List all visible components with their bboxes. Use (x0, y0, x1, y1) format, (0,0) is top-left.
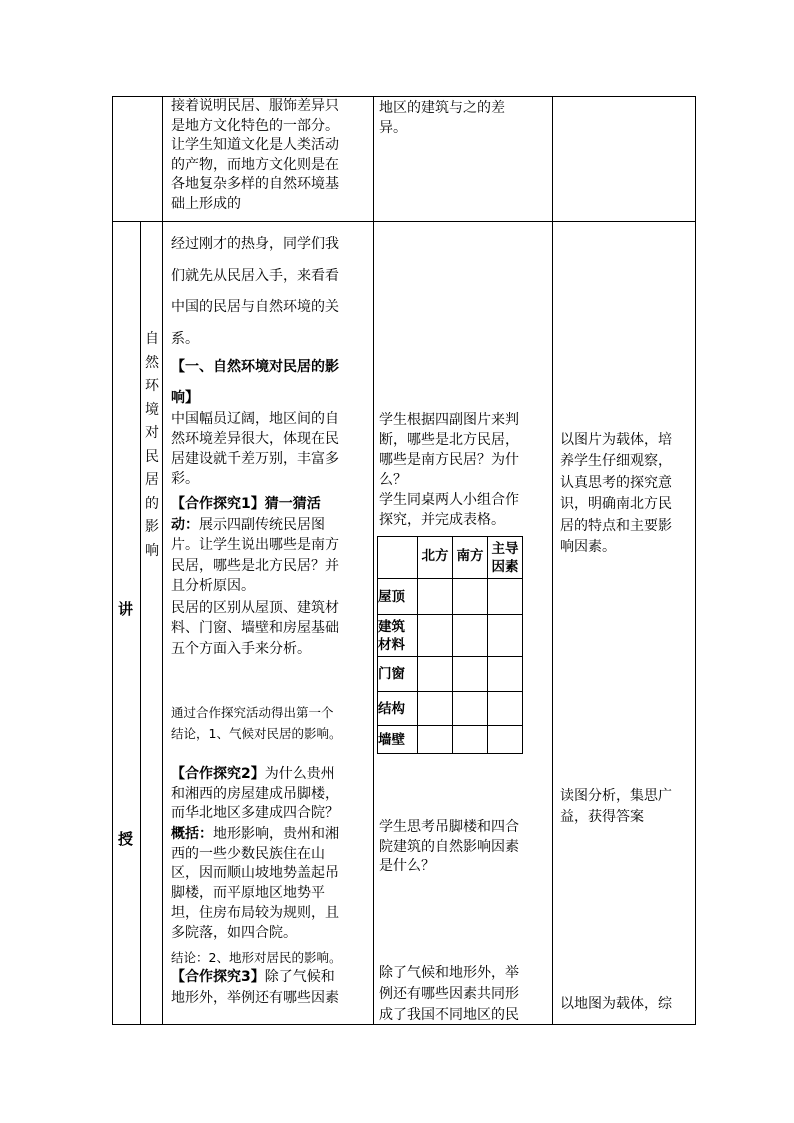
table-header-factor: 主导因素 (488, 537, 523, 579)
table-row-label: 结构 (378, 692, 418, 726)
student-q2 (379, 818, 551, 877)
text-line: 例还有哪些因素共同形 (379, 986, 519, 1002)
table-cell[interactable] (488, 615, 523, 657)
text-line: 坦，住房布局较为规则，且 (171, 904, 339, 921)
table-header-south: 南方 (453, 537, 488, 579)
table-header-north: 北方 (418, 537, 453, 579)
intent-3 (560, 994, 694, 1014)
vertical-char: 然 (145, 354, 159, 371)
vertical-char: 自 (145, 331, 159, 347)
comparison-table (377, 536, 523, 754)
text-line: 除了气候和地形外，举 (379, 965, 519, 981)
coop1-desc: 展示四副传统民居图 (199, 516, 325, 533)
coop-activity-2 (171, 765, 373, 824)
table-left-border (112, 96, 113, 1025)
coop-activity-3 (171, 967, 373, 1009)
student-q3 (379, 963, 551, 1026)
table-cell[interactable] (418, 726, 453, 754)
text-line: 学生同桌两人小组合作 (379, 491, 519, 508)
table-cell[interactable] (453, 579, 488, 615)
coop3-text: 除了气候和 (264, 969, 335, 985)
subsection-vertical-label (143, 328, 161, 563)
coop1-label: 【合作探究1】 (171, 496, 265, 512)
table-right-border (695, 96, 696, 1025)
text-line: 区，因而顺山坡地势盖起吊 (171, 865, 339, 882)
table-row (378, 692, 523, 726)
teacher-para2 (171, 598, 371, 659)
col-divider-1 (162, 96, 163, 1025)
vertical-char: 环 (145, 378, 159, 394)
table-cell[interactable] (453, 615, 488, 657)
text-line: 院建筑的自然影响因素 (379, 838, 519, 855)
coop1-title-cont: 动： (171, 516, 199, 533)
text-line (171, 515, 371, 536)
text-line: 脚楼，而平原地区地势平 (171, 885, 325, 902)
text-line: 哪些是南方民居？为什 (379, 451, 519, 468)
text-line: 以图片为载体，培 (560, 432, 672, 448)
text-line: 通过合作探究活动得出第一个 (171, 705, 334, 720)
col-divider-3 (552, 96, 553, 1025)
text-line: 是地方文化特色的一部分。 (171, 117, 339, 134)
text-line: 系。 (171, 330, 199, 347)
text-line: 养学生仔细观察， (560, 453, 672, 470)
text-line: 认真思考的探究意 (560, 474, 672, 491)
vertical-char: 居 (145, 472, 159, 488)
table-cell[interactable] (453, 692, 488, 726)
text-line (171, 765, 373, 785)
table-row (378, 657, 523, 692)
row1-student-text (379, 98, 549, 138)
text-line: 片。让学生说出哪些是南方 (171, 537, 339, 554)
coop1-title: 猜一猜活 (264, 496, 321, 512)
text-line: 各地复杂多样的自然环境基 (171, 176, 339, 193)
text-line: 益，获得答案 (560, 809, 644, 825)
summary-text: 地形影响，贵州和湘 (213, 826, 339, 842)
table-row (378, 615, 523, 657)
summary-label: 概括： (171, 826, 213, 842)
conclusion-1 (171, 702, 371, 744)
table-cell[interactable] (453, 726, 488, 754)
text-line: 中国幅员辽阔，地区间的自 (171, 411, 339, 427)
summary (171, 825, 373, 943)
section-label-bottom: 授 (118, 830, 134, 848)
table-cell[interactable] (488, 692, 523, 726)
text-line (171, 967, 373, 988)
table-row-label: 门窗 (378, 657, 418, 692)
coop2-label: 【合作探究2】 (171, 766, 265, 782)
student-q1 (379, 411, 551, 530)
row-divider (112, 221, 696, 222)
text-line: 础上形成的 (171, 195, 241, 212)
table-row-label: 建筑材料 (378, 615, 418, 657)
conclusion-2: 结论：2、地形对居民的影响。 (171, 950, 342, 965)
text-line: 然环境差异很大，体现在民 (171, 431, 339, 447)
text-line: 读图分析，集思广 (560, 788, 672, 804)
text-line: 中国的民居与自然环境的关 (171, 299, 339, 315)
text-line: 的产物，而地方文化则是在 (171, 156, 339, 173)
row1-teacher-text (171, 97, 371, 215)
table-cell[interactable] (488, 579, 523, 615)
table-cell[interactable] (418, 615, 453, 657)
text-line: 多院落，如四合院。 (171, 924, 297, 941)
vertical-char: 境 (145, 401, 159, 418)
coop3-label: 【合作探究3】 (171, 969, 265, 985)
text-line: 【一、自然环境对民居的影 (171, 359, 339, 375)
text-line: 地区的建筑与之的差 (379, 100, 505, 116)
text-line: 且分析原因。 (171, 578, 255, 595)
vertical-char: 的 (145, 495, 159, 512)
subcol-divider (140, 221, 141, 1025)
text-line: 民居，哪些是北方民居？并 (171, 557, 339, 574)
teacher-intro (171, 229, 371, 355)
coop-activity-1 (171, 494, 371, 597)
col-divider-2 (373, 96, 374, 1025)
text-line: 经过刚才的热身，同学们我 (171, 236, 339, 252)
text-line: 居的特点和主要影 (560, 517, 672, 534)
table-row-label: 墙壁 (378, 726, 418, 754)
table-cell[interactable] (453, 657, 488, 692)
text-line: 居建设就千差万别，丰富多 (171, 451, 339, 467)
text-line: 探究，并完成表格。 (379, 511, 505, 528)
text-line: 民居的区别从屋顶、建筑材 (171, 600, 339, 616)
table-row (378, 726, 523, 754)
intent-1 (560, 430, 694, 558)
coop2-text: 为什么贵州 (264, 766, 335, 782)
text-line: 西的一些少数民族住在山 (171, 845, 325, 862)
text-line: 学生根据四副图片来判 (379, 412, 519, 428)
section-label-top: 讲 (118, 600, 134, 618)
vertical-char: 民 (145, 448, 159, 465)
text-line: 料、门窗、墙壁和房屋基础 (171, 620, 339, 637)
teacher-para1 (171, 409, 371, 489)
text-line: 成了我国不同地区的民 (379, 1007, 519, 1023)
text-line: 结论，1、气候对民居的影响。 (171, 726, 342, 741)
text-line: 和湘西的房屋建成吊脚楼， (171, 785, 339, 802)
text-line: 彩。 (171, 471, 199, 487)
text-line (171, 825, 373, 845)
intent-2 (560, 786, 694, 828)
text-line: 学生思考吊脚楼和四合 (379, 819, 519, 835)
text-line: 响因素。 (560, 539, 616, 556)
text-line (171, 494, 371, 515)
table-cell[interactable] (418, 657, 453, 692)
text-line: 断，哪些是北方民居， (379, 431, 519, 448)
table-cell[interactable] (418, 579, 453, 615)
text-line: 五个方面入手来分析。 (171, 640, 311, 657)
vertical-char: 响 (145, 542, 159, 559)
text-line: 而华北地区多建成四合院？ (171, 805, 339, 822)
vertical-char: 对 (145, 425, 159, 441)
text-line: 识，明确南北方民 (560, 496, 672, 513)
text-line: 们就先从民居入手，来看看 (171, 267, 339, 284)
text-line: 让学生知道文化是人类活动 (171, 137, 339, 154)
section-heading (171, 352, 373, 414)
table-row-label: 屋顶 (378, 579, 418, 615)
text-line: 么？ (379, 471, 407, 488)
table-cell[interactable] (488, 726, 523, 754)
table-row (378, 579, 523, 615)
text-line: 是什么？ (379, 858, 435, 875)
vertical-char: 影 (145, 519, 159, 535)
table-header-row (378, 537, 523, 579)
table-cell[interactable] (418, 692, 453, 726)
text-line: 地形外，举例还有哪些因素 (171, 990, 339, 1006)
table-header-empty (378, 537, 418, 579)
text-line: 响】 (171, 390, 199, 406)
text-line: 以地图为载体，综 (560, 996, 672, 1012)
text-line: 接着说明民居、服饰差异只 (171, 98, 339, 114)
table-cell[interactable] (488, 657, 523, 692)
text-line: 异。 (379, 120, 407, 136)
